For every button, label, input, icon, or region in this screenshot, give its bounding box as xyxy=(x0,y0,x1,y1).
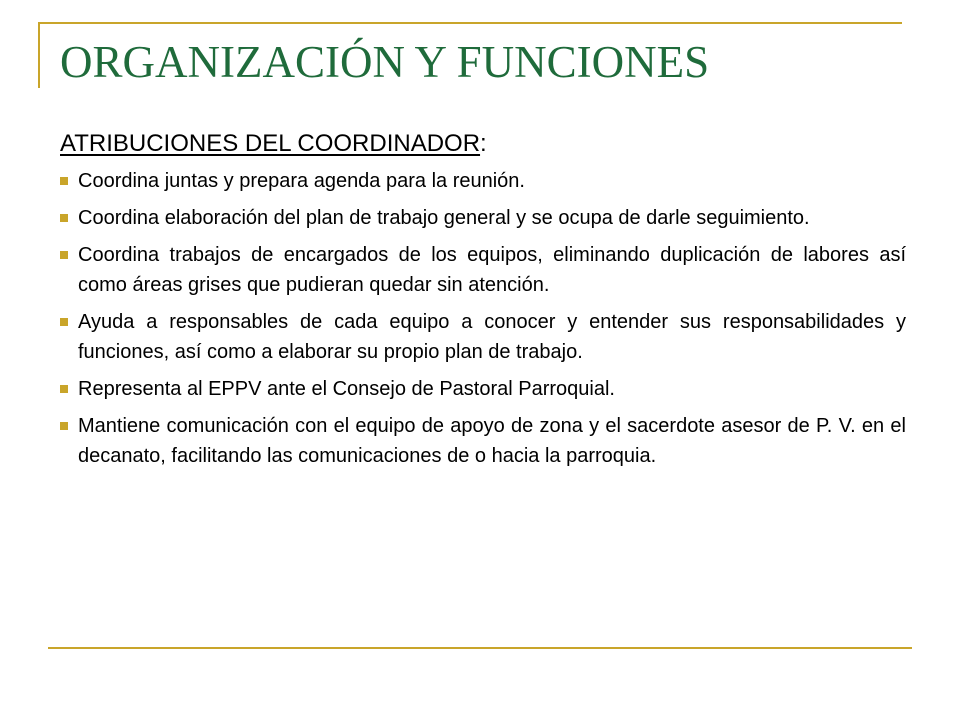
section-subtitle xyxy=(60,128,906,160)
slide-content xyxy=(60,128,906,478)
list-item-text: Coordina juntas y prepara agenda para la reunión. xyxy=(78,170,525,192)
list-item-text: Mantiene comunicación con el equipo de apoyo de zona y el sacerdote asesor de P. V. en el decanato, facilitando las comunicaciones de o hacia la parroquia. xyxy=(78,415,906,467)
square-bullet-icon xyxy=(60,251,68,259)
section-subtitle-text: ATRIBUCIONES DEL COORDINADOR xyxy=(60,130,481,157)
square-bullet-icon xyxy=(60,422,68,430)
list-item xyxy=(60,203,906,233)
square-bullet-icon xyxy=(60,214,68,222)
square-bullet-icon xyxy=(60,318,68,326)
list-item-text: Coordina trabajos de encargados de los equipos, eliminando duplicación de labores así como áreas grises que pudieran quedar sin atención. xyxy=(78,244,906,296)
list-item xyxy=(60,166,906,196)
square-bullet-icon xyxy=(60,177,68,185)
top-divider xyxy=(38,22,902,24)
list-item xyxy=(60,374,906,404)
section-subtitle-colon: : xyxy=(480,130,487,157)
list-item-text: Ayuda a responsables de cada equipo a conocer y entender sus responsabilidades y funciones, así como a elaborar su propio plan de trabajo. xyxy=(78,311,906,363)
square-bullet-icon xyxy=(60,385,68,393)
list-item xyxy=(60,411,906,471)
slide-title: ORGANIZACIÓN Y FUNCIONES xyxy=(60,37,710,87)
list-item xyxy=(60,307,906,367)
list-item-text: Representa al EPPV ante el Consejo de Pastoral Parroquial. xyxy=(78,378,615,400)
left-accent-line xyxy=(38,22,40,88)
bullet-list xyxy=(60,166,906,471)
bottom-divider xyxy=(48,647,912,649)
list-item-text: Coordina elaboración del plan de trabajo general y se ocupa de darle seguimiento. xyxy=(78,207,810,229)
list-item xyxy=(60,240,906,300)
